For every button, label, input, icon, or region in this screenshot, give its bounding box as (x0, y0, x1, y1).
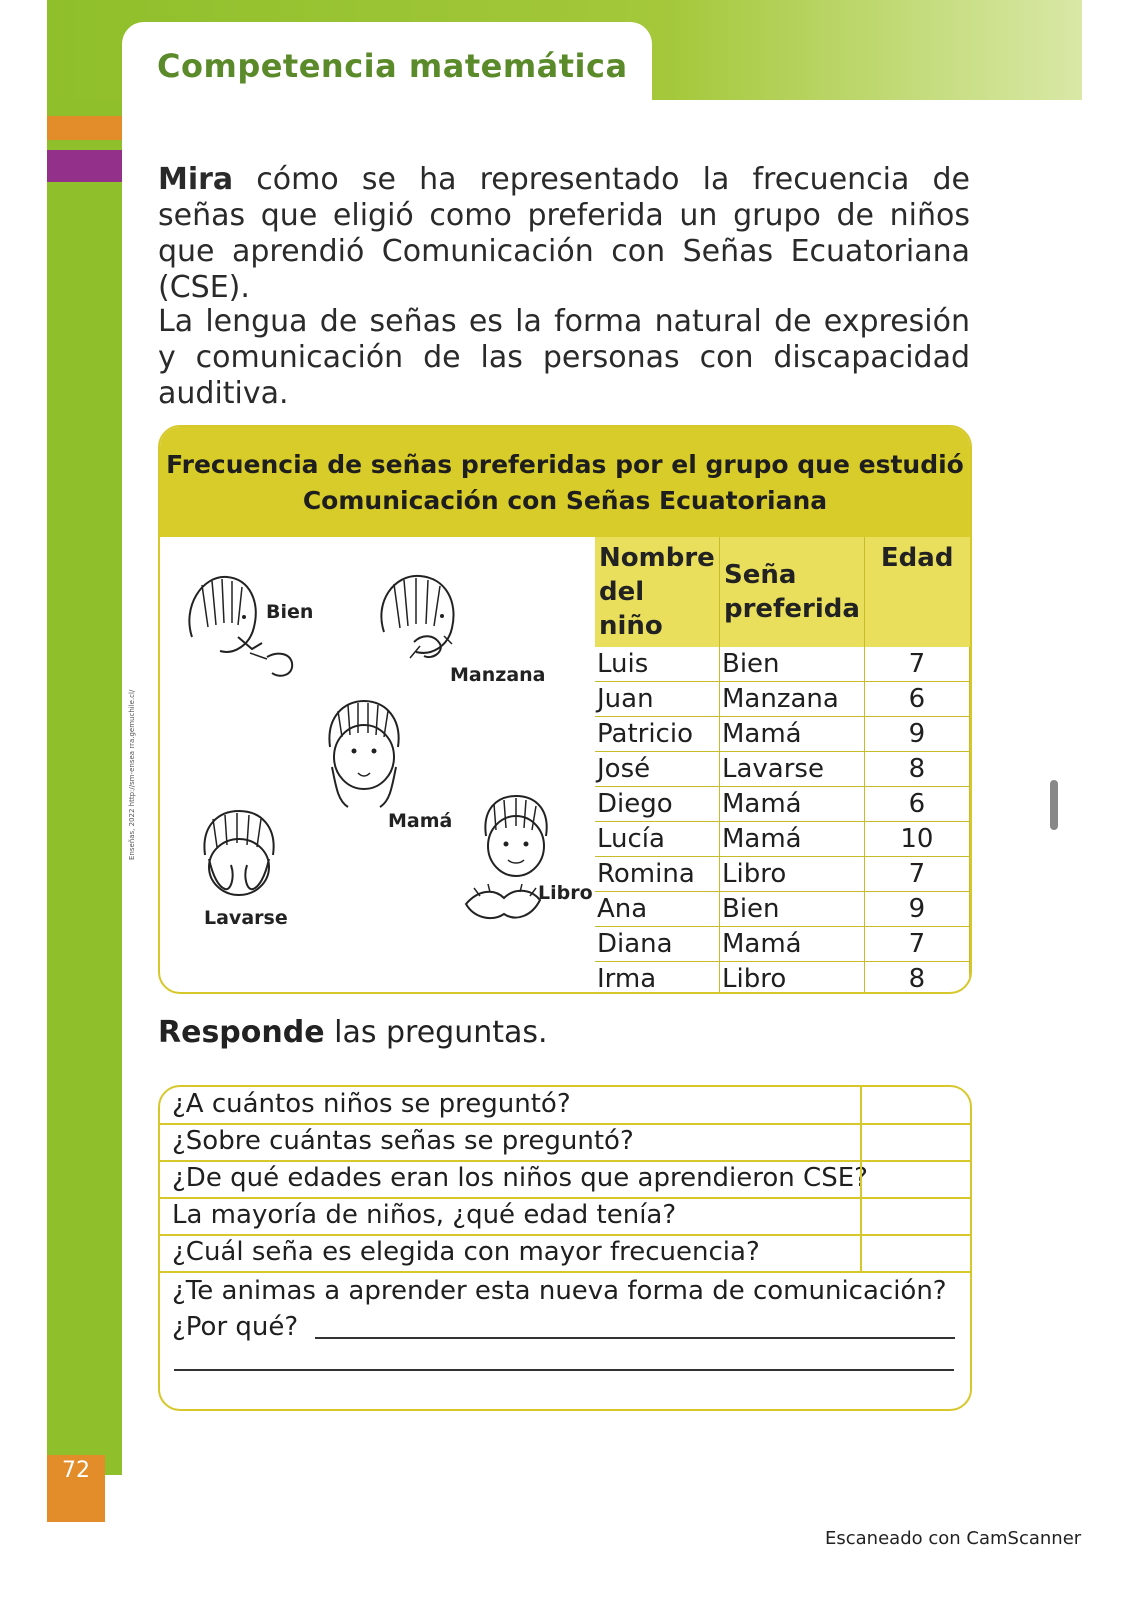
cell-age: 6 (864, 682, 969, 717)
frequency-title-line-2: Comunicación con Señas Ecuatoriana (302, 486, 828, 515)
intro-paragraph-1 (158, 162, 970, 306)
sign-libro-illustration (460, 792, 560, 942)
intro-bold-word: Mira (158, 162, 234, 197)
cell-name: Ana (595, 892, 719, 927)
orange-stripe (47, 116, 122, 140)
cell-name: Irma (595, 962, 719, 995)
question-row (160, 1161, 970, 1199)
questions-heading (158, 1015, 548, 1050)
question-text: ¿Cuál seña es elegida con mayor frecuencia? (172, 1237, 760, 1267)
sign-manzana-illustration (370, 572, 480, 672)
cell-name: Patricio (595, 717, 719, 752)
sign-label-lavarse: Lavarse (204, 907, 288, 929)
question-row (160, 1198, 970, 1236)
questions-panel (158, 1085, 972, 1411)
cell-age: 8 (864, 962, 969, 995)
intro-text-1: cómo se ha representado la frecuencia de señas que eligió como preferida un grupo de niños que aprendió Comunicación con Señas Ecuatoriana (CSE). (158, 162, 970, 305)
table-row (595, 822, 970, 857)
open-question (172, 1273, 947, 1345)
sign-lavarse-illustration (195, 807, 285, 907)
sign-illustrations (160, 537, 595, 992)
side-credit-text: Enseñas, 2022 http://sm-ensea rra.gemuchile.cl/ (128, 689, 136, 860)
question-row (160, 1235, 970, 1273)
header-edad: Edad (864, 537, 969, 647)
question-text: La mayoría de niños, ¿qué edad tenía? (172, 1200, 677, 1230)
table-row (595, 787, 970, 822)
header-sena: Seña preferida (719, 537, 864, 647)
sign-bien-illustration (172, 567, 312, 687)
cell-age: 6 (864, 787, 969, 822)
table-header-row (595, 537, 970, 647)
side-credit (128, 660, 148, 870)
purple-stripe (47, 150, 122, 182)
sign-label-bien: Bien (266, 601, 314, 623)
header-nombre: Nombre del niño (595, 537, 719, 647)
table-row (595, 752, 970, 787)
frequency-title-line-1: Frecuencia de señas preferidas por el grupo que estudió (166, 450, 964, 479)
answer-cell[interactable] (860, 1198, 972, 1234)
scan-shadow (1050, 780, 1058, 830)
cell-sign: Mamá (719, 927, 864, 962)
table-row (595, 927, 970, 962)
cell-name: Diana (595, 927, 719, 962)
cell-sign: Bien (719, 647, 864, 682)
open-question-line-2: ¿Por qué? (172, 1312, 299, 1342)
sign-label-libro: Libro (538, 882, 593, 904)
cell-age: 7 (864, 927, 969, 962)
question-row (160, 1087, 970, 1125)
table-row (595, 892, 970, 927)
cell-name: Romina (595, 857, 719, 892)
frequency-title (160, 447, 970, 519)
intro-paragraph-2: La lengua de señas es la forma natural de expresión y comunicación de las personas con discapacidad auditiva. (158, 304, 970, 411)
cell-sign: Mamá (719, 787, 864, 822)
table-row (595, 962, 970, 995)
cell-name: Diego (595, 787, 719, 822)
table-row (595, 857, 970, 892)
page-title: Competencia matemática (157, 47, 628, 85)
frequency-panel (158, 425, 972, 994)
cell-name: Juan (595, 682, 719, 717)
cell-name: Luis (595, 647, 719, 682)
question-text: ¿Sobre cuántas señas se preguntó? (172, 1126, 634, 1156)
answer-cell[interactable] (860, 1087, 972, 1123)
answer-line-2[interactable] (174, 1369, 954, 1371)
question-text: ¿A cuántos niños se preguntó? (172, 1089, 571, 1119)
cell-name: José (595, 752, 719, 787)
open-question-line-1: ¿Te animas a aprender esta nueva forma de comunicación? (172, 1276, 947, 1306)
answer-cell[interactable] (860, 1124, 972, 1160)
cell-sign: Libro (719, 962, 864, 995)
sign-label-mama: Mamá (388, 810, 453, 832)
cell-sign: Mamá (719, 717, 864, 752)
questions-heading-text: las preguntas. (324, 1015, 548, 1050)
frequency-header (160, 427, 970, 537)
answer-cell[interactable] (860, 1161, 972, 1197)
cell-name: Lucía (595, 822, 719, 857)
scanner-watermark: Escaneado con CamScanner (825, 1528, 1082, 1549)
cell-sign: Manzana (719, 682, 864, 717)
frequency-table (595, 537, 970, 994)
sign-label-manzana: Manzana (450, 664, 546, 686)
cell-sign: Lavarse (719, 752, 864, 787)
answer-cell[interactable] (860, 1235, 972, 1271)
question-row (160, 1124, 970, 1162)
cell-age: 9 (864, 717, 969, 752)
table-row (595, 682, 970, 717)
page-left-bar (47, 0, 122, 1475)
cell-sign: Mamá (719, 822, 864, 857)
question-text: ¿De qué edades eran los niños que aprendieron CSE? (172, 1163, 868, 1193)
cell-sign: Bien (719, 892, 864, 927)
cell-age: 10 (864, 822, 969, 857)
table-row (595, 647, 970, 682)
sign-mama-illustration (320, 697, 410, 817)
page-number: 72 (62, 1458, 90, 1483)
cell-age: 9 (864, 892, 969, 927)
cell-age: 8 (864, 752, 969, 787)
cell-age: 7 (864, 647, 969, 682)
cell-sign: Libro (719, 857, 864, 892)
table-row (595, 717, 970, 752)
answer-line-1[interactable] (315, 1337, 955, 1339)
cell-age: 7 (864, 857, 969, 892)
questions-heading-bold: Responde (158, 1015, 325, 1050)
